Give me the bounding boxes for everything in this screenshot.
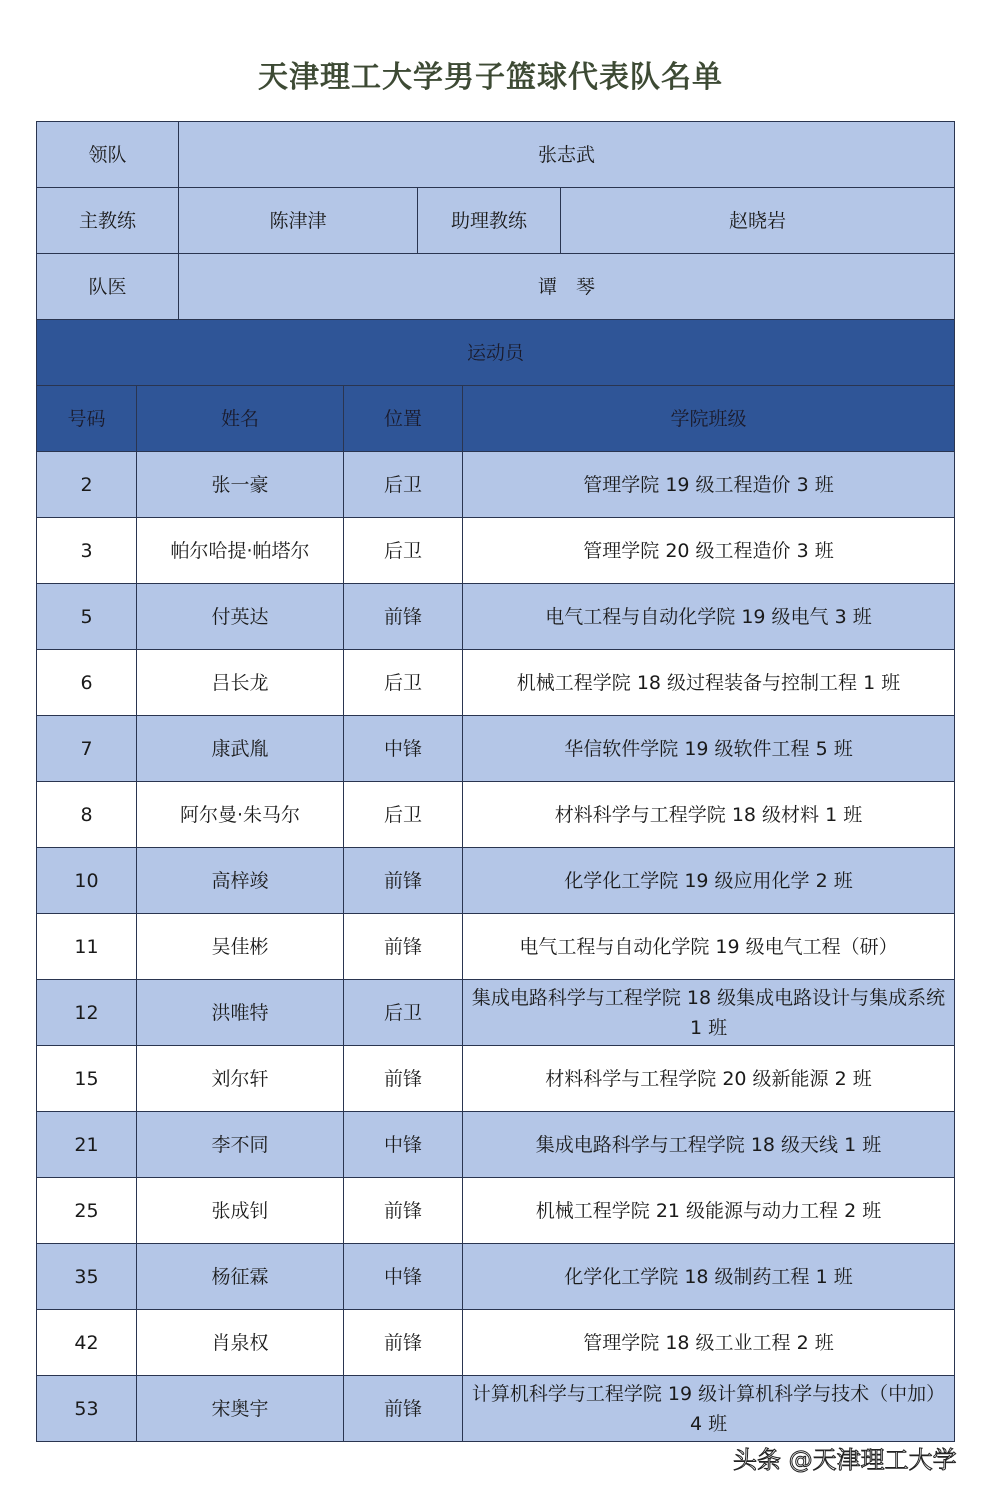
player-number: 42 <box>37 1310 137 1376</box>
table-row <box>37 716 955 782</box>
player-name: 高梓竣 <box>137 848 344 914</box>
column-header-row <box>37 386 955 452</box>
player-class: 集成电路科学与工程学院 18 级集成电路设计与集成系统 1 班 <box>463 980 955 1046</box>
player-position: 中锋 <box>344 1112 463 1178</box>
player-number: 6 <box>37 650 137 716</box>
player-name: 张一豪 <box>137 452 344 518</box>
athlete-rows <box>37 452 955 1442</box>
player-name: 吕长龙 <box>137 650 344 716</box>
player-name: 洪唯特 <box>137 980 344 1046</box>
player-position: 中锋 <box>344 716 463 782</box>
table-row <box>37 914 955 980</box>
doctor-name: 谭 琴 <box>179 254 955 320</box>
table-row <box>37 1112 955 1178</box>
player-position: 后卫 <box>344 782 463 848</box>
player-number: 53 <box>37 1376 137 1442</box>
player-position: 前锋 <box>344 1046 463 1112</box>
column-header-name: 姓名 <box>137 386 344 452</box>
player-name: 宋奥宇 <box>137 1376 344 1442</box>
player-class: 电气工程与自动化学院 19 级电气 3 班 <box>463 584 955 650</box>
head-coach-label: 主教练 <box>37 188 179 254</box>
player-name: 吴佳彬 <box>137 914 344 980</box>
doctor-row <box>37 254 955 320</box>
leader-row <box>37 122 955 188</box>
watermark: 头条 @天津理工大学 <box>733 1446 957 1474</box>
head-coach-name: 陈津津 <box>179 188 418 254</box>
player-name: 阿尔曼·朱马尔 <box>137 782 344 848</box>
athletes-section-label: 运动员 <box>37 320 955 386</box>
table-row <box>37 980 955 1046</box>
player-position: 后卫 <box>344 650 463 716</box>
table-row <box>37 584 955 650</box>
player-class: 集成电路科学与工程学院 18 级天线 1 班 <box>463 1112 955 1178</box>
table-row <box>37 782 955 848</box>
player-name: 帕尔哈提·帕塔尔 <box>137 518 344 584</box>
leader-name: 张志武 <box>179 122 955 188</box>
table-row <box>37 1178 955 1244</box>
player-number: 11 <box>37 914 137 980</box>
player-class: 华信软件学院 19 级软件工程 5 班 <box>463 716 955 782</box>
coach-row <box>37 188 955 254</box>
player-class: 管理学院 20 级工程造价 3 班 <box>463 518 955 584</box>
player-number: 3 <box>37 518 137 584</box>
page-title: 天津理工大学男子篮球代表队名单 <box>258 60 723 95</box>
player-position: 前锋 <box>344 848 463 914</box>
player-number: 7 <box>37 716 137 782</box>
doctor-label: 队医 <box>37 254 179 320</box>
player-number: 25 <box>37 1178 137 1244</box>
table-row <box>37 1376 955 1442</box>
player-position: 中锋 <box>344 1244 463 1310</box>
player-position: 前锋 <box>344 1178 463 1244</box>
player-class: 电气工程与自动化学院 19 级电气工程（研） <box>463 914 955 980</box>
player-class: 机械工程学院 21 级能源与动力工程 2 班 <box>463 1178 955 1244</box>
player-number: 35 <box>37 1244 137 1310</box>
player-number: 12 <box>37 980 137 1046</box>
player-class: 管理学院 19 级工程造价 3 班 <box>463 452 955 518</box>
player-number: 10 <box>37 848 137 914</box>
column-header-position: 位置 <box>344 386 463 452</box>
player-class: 机械工程学院 18 级过程装备与控制工程 1 班 <box>463 650 955 716</box>
table-row <box>37 452 955 518</box>
player-number: 15 <box>37 1046 137 1112</box>
player-class: 材料科学与工程学院 18 级材料 1 班 <box>463 782 955 848</box>
column-header-number: 号码 <box>37 386 137 452</box>
player-class: 化学化工学院 19 级应用化学 2 班 <box>463 848 955 914</box>
player-name: 康武胤 <box>137 716 344 782</box>
table-row <box>37 1244 955 1310</box>
player-name: 李不同 <box>137 1112 344 1178</box>
player-position: 前锋 <box>344 1376 463 1442</box>
player-class: 材料科学与工程学院 20 级新能源 2 班 <box>463 1046 955 1112</box>
assistant-coach-name: 赵晓岩 <box>561 188 955 254</box>
player-position: 后卫 <box>344 980 463 1046</box>
player-position: 前锋 <box>344 1310 463 1376</box>
player-name: 付英达 <box>137 584 344 650</box>
player-name: 杨征霖 <box>137 1244 344 1310</box>
player-number: 2 <box>37 452 137 518</box>
player-class: 化学化工学院 18 级制药工程 1 班 <box>463 1244 955 1310</box>
player-number: 21 <box>37 1112 137 1178</box>
player-class: 管理学院 18 级工业工程 2 班 <box>463 1310 955 1376</box>
table-row <box>37 848 955 914</box>
player-position: 后卫 <box>344 452 463 518</box>
player-number: 5 <box>37 584 137 650</box>
roster-table <box>36 121 955 1442</box>
athletes-section-header <box>37 320 955 386</box>
table-row <box>37 1310 955 1376</box>
player-position: 前锋 <box>344 914 463 980</box>
table-row <box>37 1046 955 1112</box>
player-class: 计算机科学与工程学院 19 级计算机科学与技术（中加）4 班 <box>463 1376 955 1442</box>
player-name: 刘尔轩 <box>137 1046 344 1112</box>
table-row <box>37 518 955 584</box>
player-name: 张成钊 <box>137 1178 344 1244</box>
assistant-coach-label: 助理教练 <box>418 188 561 254</box>
player-position: 前锋 <box>344 584 463 650</box>
table-row <box>37 650 955 716</box>
leader-label: 领队 <box>37 122 179 188</box>
player-position: 后卫 <box>344 518 463 584</box>
player-name: 肖泉权 <box>137 1310 344 1376</box>
column-header-class: 学院班级 <box>463 386 955 452</box>
player-number: 8 <box>37 782 137 848</box>
